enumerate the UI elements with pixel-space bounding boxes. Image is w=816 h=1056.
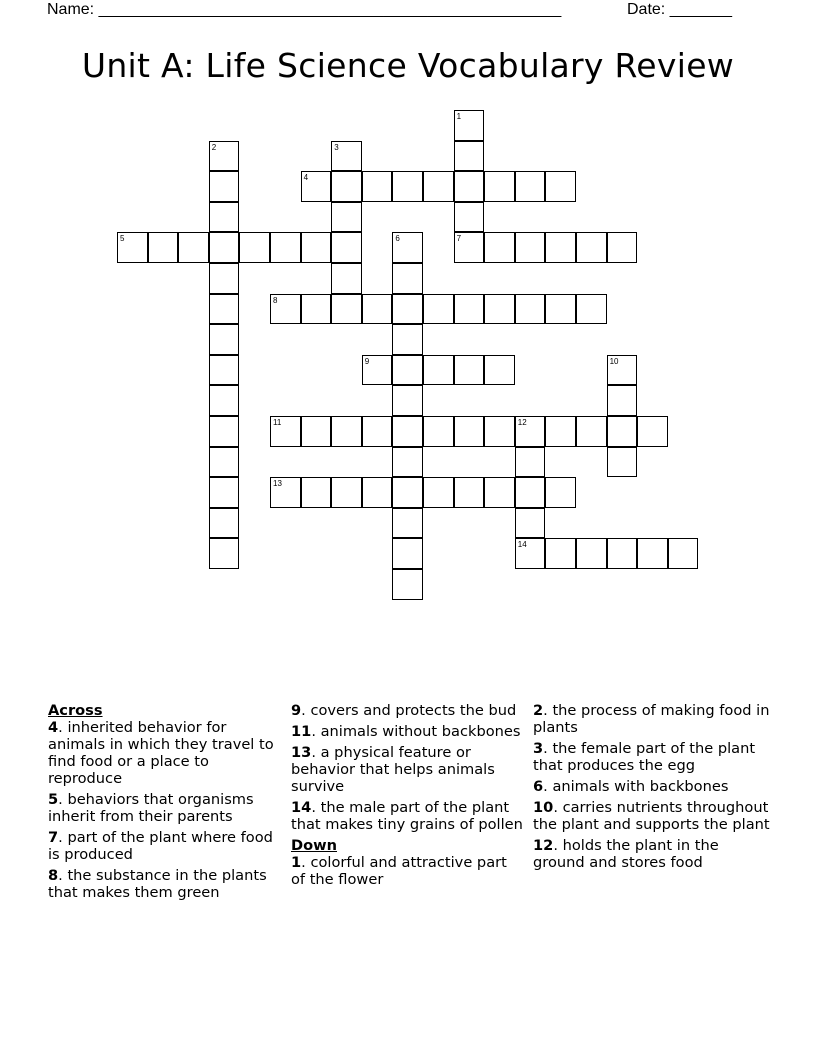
date-field-label: Date: _______ xyxy=(627,1,732,18)
crossword-cell[interactable] xyxy=(209,232,240,263)
crossword-cell[interactable] xyxy=(423,416,454,447)
crossword-cell[interactable] xyxy=(392,385,423,416)
crossword-cell[interactable] xyxy=(392,569,423,600)
crossword-cell[interactable] xyxy=(270,416,301,447)
crossword-cell[interactable] xyxy=(331,263,362,294)
clue-item: 2. the process of making food in plants xyxy=(533,702,770,736)
crossword-cell[interactable] xyxy=(209,171,240,202)
crossword-cell[interactable] xyxy=(209,324,240,355)
clue-number: 11 xyxy=(273,418,282,427)
clue-item-text: holds the plant in the ground and stores food xyxy=(533,837,719,871)
crossword-cell[interactable] xyxy=(209,477,240,508)
clue-item-number: 13 xyxy=(291,744,312,761)
clue-item: 14. the male part of the plant that makes tiny grains of pollen xyxy=(291,799,523,833)
clue-item: 11. animals without backbones xyxy=(291,723,521,740)
crossword-cell[interactable] xyxy=(484,477,515,508)
clue-number: 1 xyxy=(456,112,462,121)
crossword-cell[interactable] xyxy=(607,416,638,447)
crossword-cell[interactable] xyxy=(270,232,301,263)
crossword-cell[interactable] xyxy=(484,294,515,325)
crossword-cell[interactable] xyxy=(423,294,454,325)
clue-item: 9. covers and protects the bud xyxy=(291,702,517,719)
crossword-cell[interactable] xyxy=(454,110,485,141)
crossword-cell[interactable] xyxy=(515,232,546,263)
crossword-cell[interactable] xyxy=(545,477,576,508)
crossword-cell[interactable] xyxy=(515,294,546,325)
clue-item-number: 14 xyxy=(291,799,312,816)
clue-item-text: the substance in the plants that makes them green xyxy=(48,867,267,901)
clue-item: 5. behaviors that organisms inherit from their parents xyxy=(48,791,254,825)
crossword-cell[interactable] xyxy=(270,477,301,508)
crossword-cell[interactable] xyxy=(515,508,546,539)
clue-item-text: colorful and attractive part of the flower xyxy=(291,854,507,888)
clue-item-number: 7 xyxy=(48,829,59,846)
down-clue-list xyxy=(291,854,523,888)
clue-item-text: the female part of the plant that produces the egg xyxy=(533,740,756,774)
clue-item-text: the male part of the plant that makes tiny grains of pollen xyxy=(291,799,523,833)
crossword-cell[interactable] xyxy=(331,171,362,202)
crossword-cell[interactable] xyxy=(117,232,148,263)
crossword-cell[interactable] xyxy=(607,385,638,416)
crossword-cell[interactable] xyxy=(515,538,546,569)
crossword-cell[interactable] xyxy=(301,171,332,202)
clue-item: 4. inherited behavior for animals in which they travel to find food or a place to reproduce xyxy=(48,719,274,787)
crossword-cell[interactable] xyxy=(515,416,546,447)
clue-item-number: 12 xyxy=(533,837,554,854)
crossword-cell[interactable] xyxy=(423,171,454,202)
clue-item-text: part of the plant where food is produced xyxy=(48,829,273,863)
crossword-cell[interactable] xyxy=(301,477,332,508)
crossword-cell[interactable] xyxy=(484,171,515,202)
crossword-cell[interactable] xyxy=(454,477,485,508)
crossword-cell[interactable] xyxy=(209,385,240,416)
clue-item-text: behaviors that organisms inherit from their parents xyxy=(48,791,254,825)
clues-column-1 xyxy=(48,702,280,905)
crossword-cell[interactable] xyxy=(392,416,423,447)
crossword-cell[interactable] xyxy=(607,232,638,263)
crossword-cell[interactable] xyxy=(392,508,423,539)
clue-item: 7. part of the plant where food is produced xyxy=(48,829,273,863)
clues-column-3 xyxy=(533,702,773,875)
across-clue-list xyxy=(48,719,280,901)
crossword-cell[interactable] xyxy=(576,416,607,447)
clue-item-text: inherited behavior for animals in which they travel to find food or a place to reproduce xyxy=(48,719,274,787)
crossword-cell[interactable] xyxy=(637,538,668,569)
crossword-cell[interactable] xyxy=(239,232,270,263)
crossword-cell[interactable] xyxy=(392,232,423,263)
down-heading: Down xyxy=(291,837,338,854)
crossword-cell[interactable] xyxy=(545,416,576,447)
crossword-cell[interactable] xyxy=(209,263,240,294)
clue-item: 1. colorful and attractive part of the flower xyxy=(291,854,507,888)
clue-item-number: 4 xyxy=(48,719,59,736)
crossword-cell[interactable] xyxy=(362,171,393,202)
clue-number: 10 xyxy=(609,356,619,366)
clue-item-number: 9 xyxy=(291,702,302,719)
clue-item: 6. animals with backbones xyxy=(533,778,729,795)
crossword-cell[interactable] xyxy=(301,294,332,325)
crossword-cell[interactable] xyxy=(454,171,485,202)
crossword-cell[interactable] xyxy=(209,355,240,386)
crossword-cell[interactable] xyxy=(484,416,515,447)
crossword-cell[interactable] xyxy=(178,232,209,263)
clue-item-text: carries nutrients throughout the plant and supports the plant xyxy=(533,799,770,833)
crossword-cell[interactable] xyxy=(392,538,423,569)
crossword-cell[interactable] xyxy=(301,416,332,447)
crossword-cell[interactable] xyxy=(209,416,240,447)
crossword-cell[interactable] xyxy=(392,447,423,478)
crossword-cell[interactable] xyxy=(209,538,240,569)
crossword-cell[interactable] xyxy=(545,171,576,202)
crossword-cell[interactable] xyxy=(209,294,240,325)
clue-number: 13 xyxy=(273,479,282,489)
crossword-cell[interactable] xyxy=(545,232,576,263)
crossword-cell[interactable] xyxy=(148,232,179,263)
crossword-cell[interactable] xyxy=(392,263,423,294)
crossword-cell[interactable] xyxy=(515,477,546,508)
across-clue-list-continued xyxy=(291,702,523,833)
crossword-cell[interactable] xyxy=(209,508,240,539)
crossword-cell[interactable] xyxy=(331,202,362,233)
clue-number: 14 xyxy=(517,540,527,550)
crossword-cell[interactable] xyxy=(454,416,485,447)
crossword-cell[interactable] xyxy=(576,232,607,263)
crossword-cell[interactable] xyxy=(270,294,301,325)
clue-item-number: 3 xyxy=(533,740,544,757)
crossword-cell[interactable] xyxy=(331,232,362,263)
clue-item-number: 2 xyxy=(533,702,544,719)
clue-item-text: covers and protects the bud xyxy=(310,702,517,719)
clue-number: 12 xyxy=(517,418,527,427)
crossword-cell[interactable] xyxy=(392,294,423,325)
crossword-cell[interactable] xyxy=(423,477,454,508)
across-heading: Across xyxy=(48,702,103,719)
crossword-cell[interactable] xyxy=(454,294,485,325)
crossword-cell[interactable] xyxy=(362,477,393,508)
crossword-cell[interactable] xyxy=(331,477,362,508)
clue-item: 12. holds the plant in the ground and stores food xyxy=(533,837,719,871)
crossword-cell[interactable] xyxy=(515,171,546,202)
crossword-cell[interactable] xyxy=(392,171,423,202)
clue-item-number: 11 xyxy=(291,723,312,740)
clue-item-text: animals with backbones xyxy=(552,778,729,795)
crossword-cell[interactable] xyxy=(362,355,393,386)
crossword-cell[interactable] xyxy=(454,202,485,233)
clue-number: 7 xyxy=(456,234,462,244)
crossword-cell[interactable] xyxy=(454,232,485,263)
clue-number: 8 xyxy=(273,295,278,305)
crossword-cell[interactable] xyxy=(545,538,576,569)
crossword-cell[interactable] xyxy=(607,538,638,569)
crossword-cell[interactable] xyxy=(576,294,607,325)
crossword-cell[interactable] xyxy=(454,355,485,386)
clue-item-number: 10 xyxy=(533,799,554,816)
crossword-cell[interactable] xyxy=(423,355,454,386)
clue-item-number: 8 xyxy=(48,867,59,884)
crossword-cell[interactable] xyxy=(607,447,638,478)
clue-number: 9 xyxy=(364,356,370,366)
crossword-cell[interactable] xyxy=(637,416,668,447)
clue-number: 6 xyxy=(395,234,400,244)
page-title: Unit A: Life Science Vocabulary Review xyxy=(81,46,735,85)
name-field-label: Name: ____________________________________________________ xyxy=(47,1,562,18)
crossword-cell[interactable] xyxy=(331,141,362,172)
crossword-cell[interactable] xyxy=(392,477,423,508)
crossword-cell[interactable] xyxy=(209,141,240,172)
clue-item-text: a physical feature or behavior that helps animals survive xyxy=(291,744,495,795)
clues-column-2 xyxy=(291,702,523,892)
clue-item: 3. the female part of the plant that produces the egg xyxy=(533,740,756,774)
crossword-cell[interactable] xyxy=(454,141,485,172)
clue-item-number: 1 xyxy=(291,854,302,871)
down-clue-list-continued xyxy=(533,702,773,871)
clue-item-number: 6 xyxy=(533,778,544,795)
crossword-cell[interactable] xyxy=(668,538,699,569)
clue-number: 4 xyxy=(303,173,309,183)
crossword-cell[interactable] xyxy=(331,294,362,325)
crossword-cell[interactable] xyxy=(484,232,515,263)
crossword-cell[interactable] xyxy=(545,294,576,325)
crossword-cell[interactable] xyxy=(301,232,332,263)
clue-item-number: 5 xyxy=(48,791,59,808)
crossword-cell[interactable] xyxy=(576,538,607,569)
clue-number: 2 xyxy=(211,142,217,152)
crossword-cell[interactable] xyxy=(331,416,362,447)
clue-item: 10. carries nutrients throughout the plant and supports the plant xyxy=(533,799,770,833)
clue-item: 13. a physical feature or behavior that helps animals survive xyxy=(291,744,495,795)
crossword-cell[interactable] xyxy=(362,416,393,447)
crossword-cell[interactable] xyxy=(515,447,546,478)
clue-number: 5 xyxy=(120,234,125,244)
clue-item-text: the process of making food in plants xyxy=(533,702,770,736)
crossword-cell[interactable] xyxy=(607,355,638,386)
clue-item-text: animals without backbones xyxy=(320,723,521,740)
crossword-cell[interactable] xyxy=(362,294,393,325)
clue-item: 8. the substance in the plants that makes them green xyxy=(48,867,267,901)
crossword-cell[interactable] xyxy=(392,355,423,386)
crossword-cell[interactable] xyxy=(392,324,423,355)
clue-number: 3 xyxy=(334,142,339,152)
crossword-cell[interactable] xyxy=(209,202,240,233)
crossword-cell[interactable] xyxy=(209,447,240,478)
crossword-cell[interactable] xyxy=(484,355,515,386)
